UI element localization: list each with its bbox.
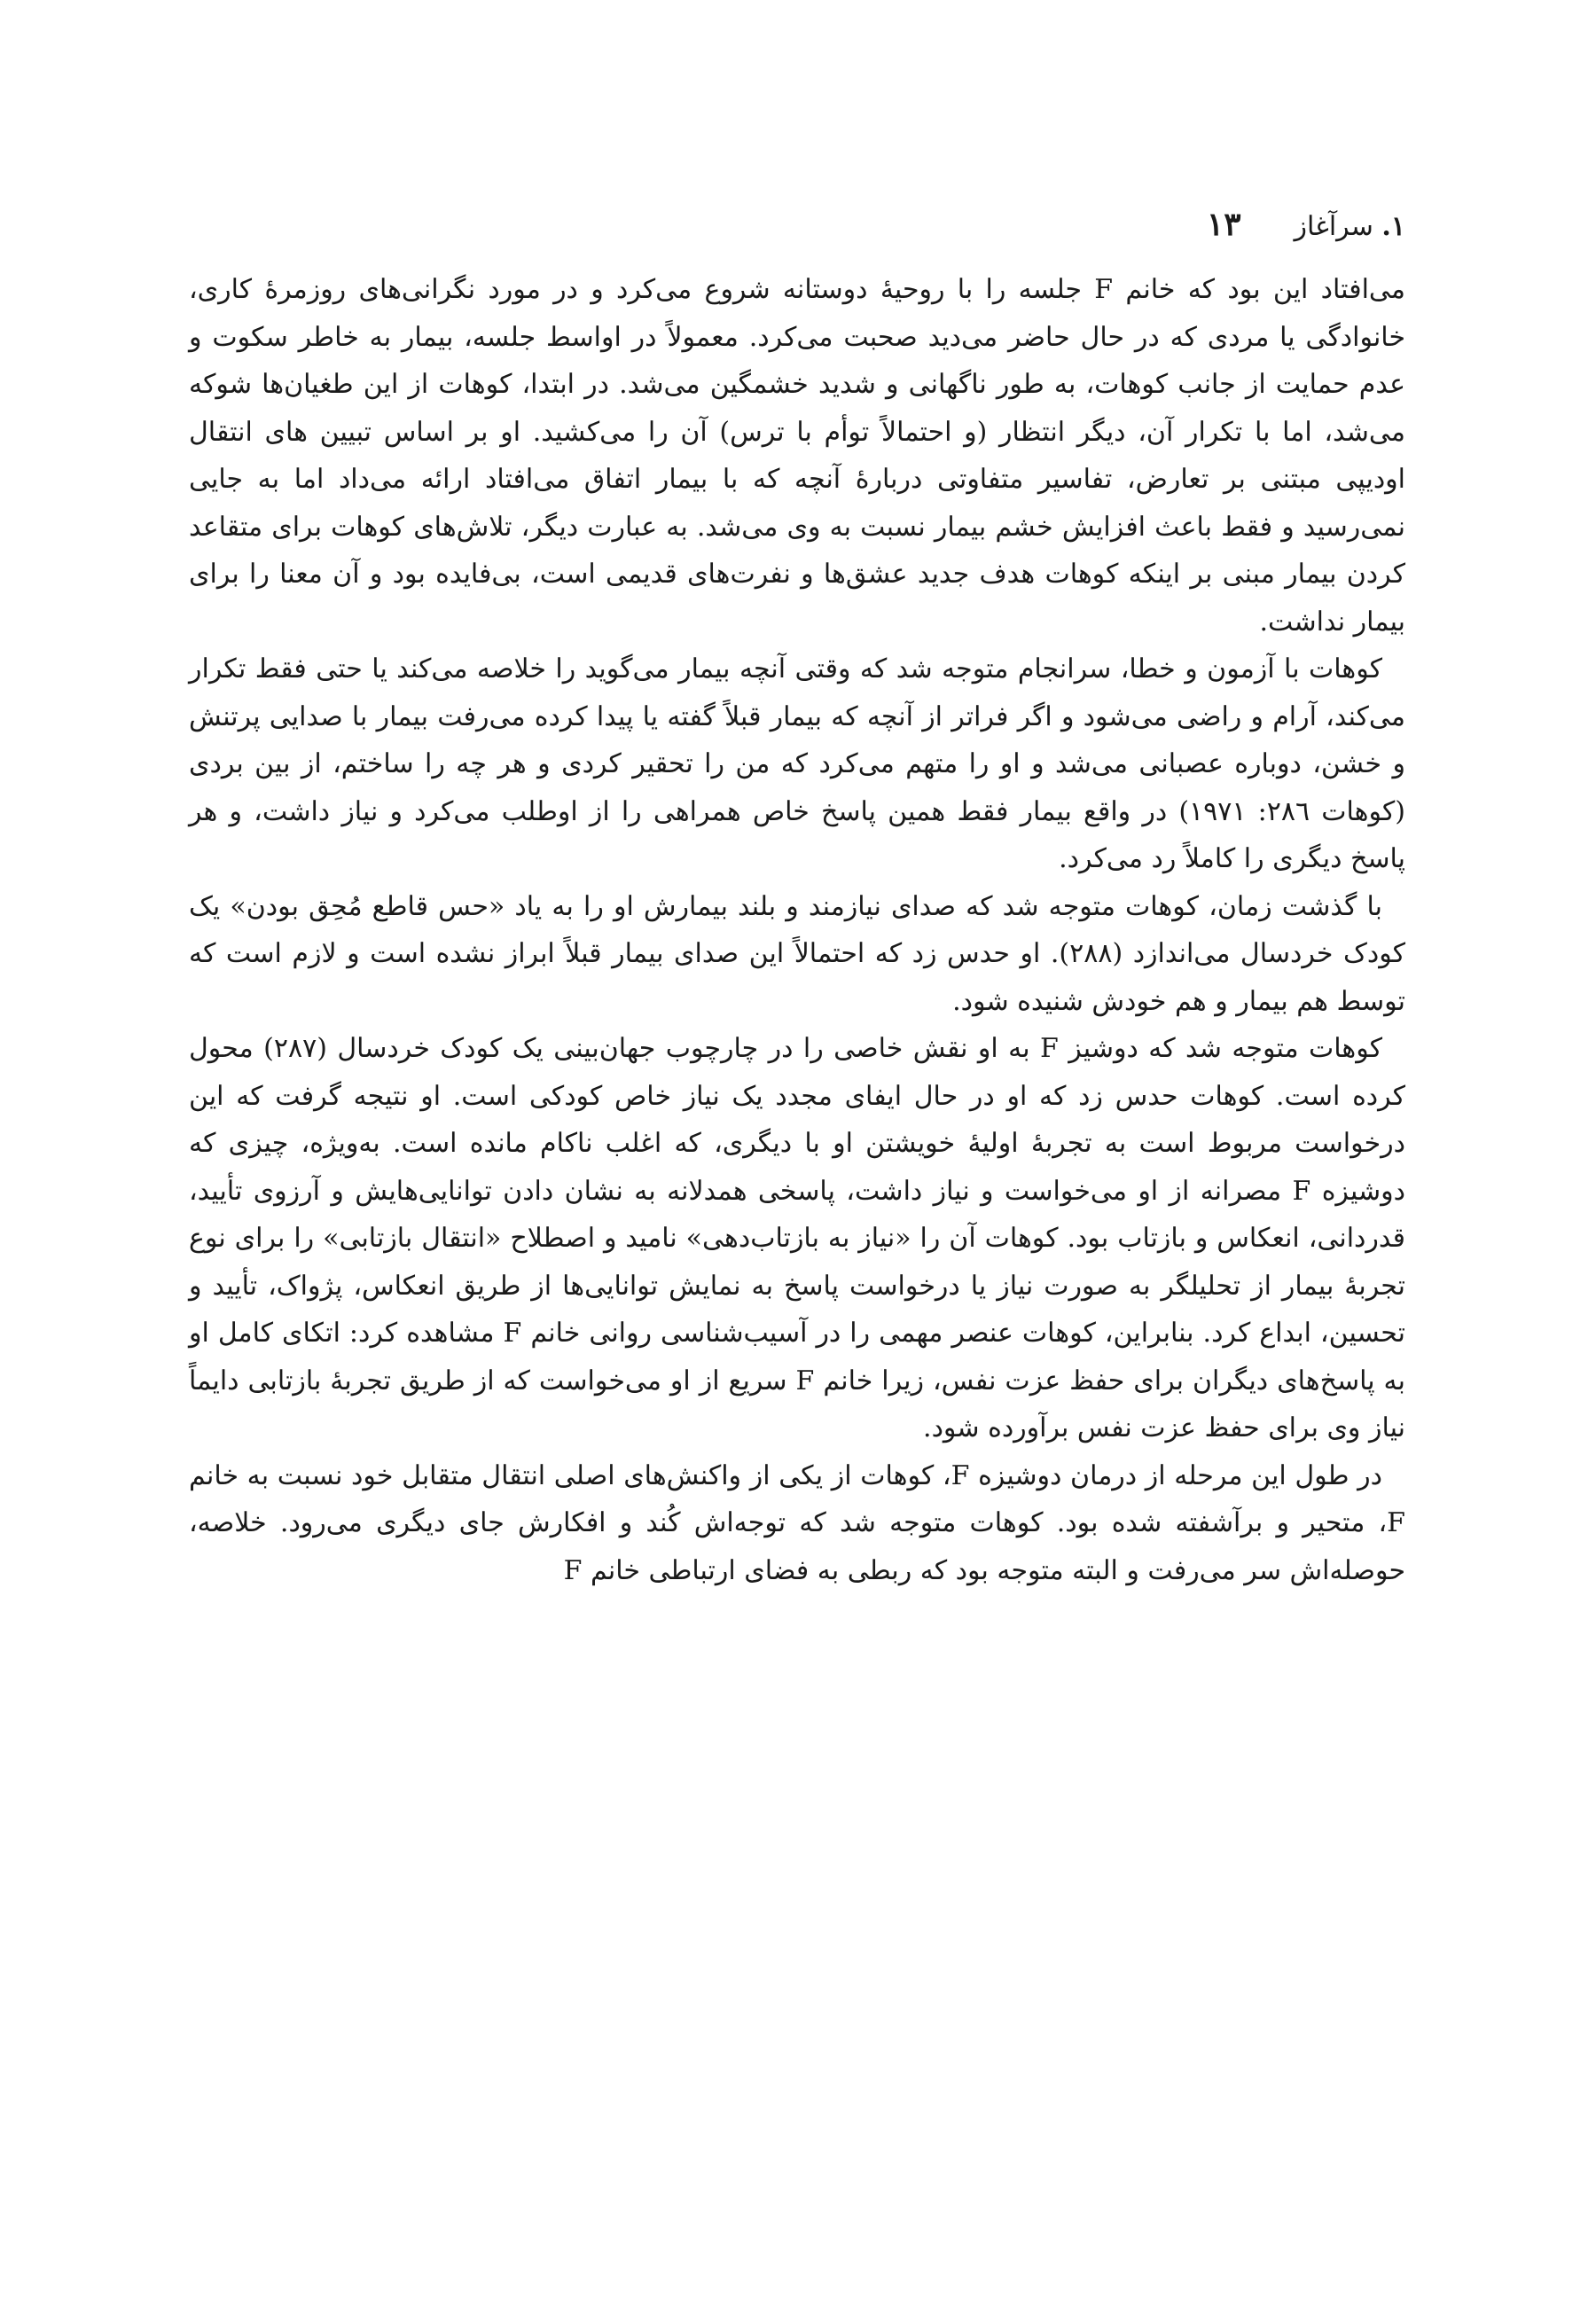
paragraph-3: با گذشت زمان، کوهات متوجه شد که صدای نیازمند و بلند بیمارش او را به یاد «حس قاطع مُحِق بودن» یک کودک خردسال می‌اندازد (۲۸۸). او حدس زد که احتمالاً این صدای بیمار قبلاً ابراز نشده است و لازم است که توسط هم بیمار و هم خودش شنیده شود.: [189, 890, 1405, 1017]
paragraph-1: می‌افتاد این بود که خانم F جلسه را با روحیهٔ دوستانه شروع می‌کرد و در مورد نگرانی‌های روزمرهٔ کاری، خانوادگی یا مردی که در حال حاضر می‌دید صحبت می‌کرد. معمولاً در اواسط جلسه، بیمار به خاطر سکوت و عدم حمایت از جانب کوهات، به طور ناگهانی و شدید خشمگین می‌شد. در ابتدا، کوهات از این طغیان‌ها شوکه می‌شد، اما با تکرار آن، دیگر انتظار (و احتمالاً توأم با ترس) آن را می‌کشید. او بر اساس تبیین های انتقال اودیپی مبتنی بر تعارض، تفاسیر متفاوتی دربارهٔ آنچه که با بیمار اتفاق می‌افتاد ارائه می‌داد اما به جایی نمی‌رسید و فقط باعث افزایش خشم بیمار نسبت به وی می‌شد. به عبارت دیگر، تلاش‌های کوهات برای متقاعد کردن بیمار مبنی بر اینکه کوهات هدف جدید عشق‌ها و نفرت‌های قدیمی است، بی‌فایده بود و آن معنا را برای بیمار نداشت.: [189, 274, 1405, 638]
running-head: [191, 206, 1405, 259]
chapter-title: [1295, 211, 1405, 242]
paragraph-5: در طول این مرحله از درمان دوشیزه F، کوهات از یکی از واکنش‌های اصلی انتقال متقابل خود نسبت به خانم F، متحیر و برآشفته شده بود. کوهات متوجه شد که توجه‌اش کُند و افکارش جای دیگری می‌رود. خلاصه، حوصله‌اش سر می‌رفت و البته متوجه بود که ربطی به فضای ارتباطی خانم F: [189, 1459, 1405, 1586]
paragraph-2: کوهات با آزمون و خطا، سرانجام متوجه شد که وقتی آنچه بیمار می‌گوید را خلاصه می‌کند یا حتی فقط تکرار می‌کند، آرام و راضی می‌شود و اگر فراتر از آنچه که بیمار قبلاً گفته یا پیدا کرده می‌رفت بیمار با صدایی پرتنش و خشن، دوباره عصبانی می‌شد و او را متهم می‌کرد که من را تحقیر کردی و هر چه را ساختم، از بین بردی (کوهات ۲۸٦: ۱۹۷۱) در واقع بیمار فقط همین پاسخ خاص همراهی را از اوطلب می‌کرد و نیاز داشت، و هر پاسخ دیگری را کاملاً رد می‌کرد.: [189, 653, 1405, 874]
chapter-number: ۱.: [1381, 211, 1405, 242]
paragraph-4: کوهات متوجه شد که دوشیز F به او نقش خاصی را در چارچوب جهان‌بینی یک کودک خردسال (۲۸۷) محول کرده است. کوهات حدس زد که او در حال ایفای مجدد یک نیاز خاص کودکی است. او نتیجه گرفت که این درخواست مربوط است به تجربهٔ اولیهٔ خویشتن او با دیگری، که اغلب ناکام مانده است. به‌ویژه، چیزی که دوشیزه F مصرانه از او می‌خواست و نیاز داشت، پاسخی همدلانه به نشان دادن توانایی‌هایش و آرزوی تأیید، قدردانی، انعکاس و بازتاب بود. کوهات آن را «نیاز به بازتاب‌دهی» نامید و اصطلاح «انتقال بازتابی» را برای نوع تجربهٔ بیمار از تحلیلگر به صورت نیاز یا درخواست پاسخ به نمایش توانایی‌ها از طریق انعکاس، پژواک، تأیید و تحسین، ابداع کرد. بنابراین، کوهات عنصر مهمی را در آسیب‌شناسی روانی خانم F مشاهده کرد: اتکای کامل او به پاسخ‌های دیگران برای حفظ عزت نفس، زیرا خانم F سریع از او می‌خواست که از طریق تجربهٔ بازتابی دایماً نیاز وی برای حفظ عزت نفس برآورده شود.: [189, 1033, 1406, 1443]
chapter-title-text: سرآغاز: [1294, 211, 1373, 242]
page-number: ۱۳: [1206, 206, 1241, 243]
body-text: [189, 266, 1405, 1594]
